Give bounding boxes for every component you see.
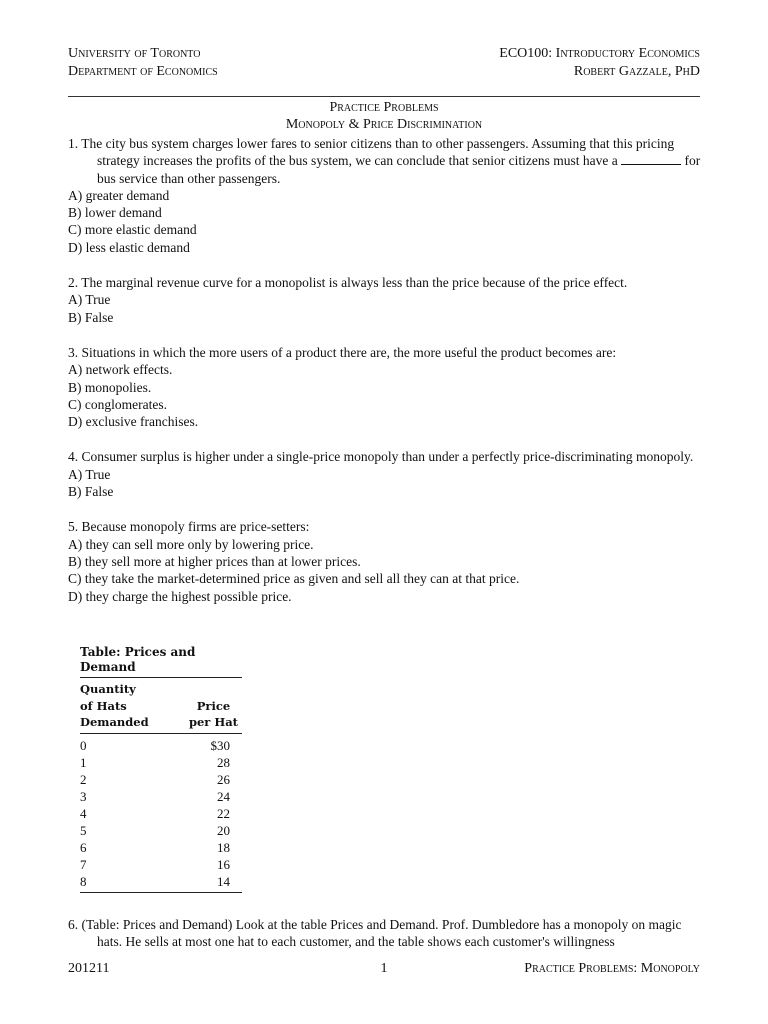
quantity-cell: 8 <box>80 873 87 889</box>
option: A) True <box>68 292 111 308</box>
option: C) more elastic demand <box>68 222 197 238</box>
quantity-cell: 0 <box>80 737 87 753</box>
prices-demand-table <box>80 645 242 893</box>
option: A) greater demand <box>68 187 170 203</box>
fill-in-blank <box>621 152 681 165</box>
price-cell: 22 <box>217 805 230 821</box>
quantity-cell: 7 <box>80 856 87 872</box>
questions-body <box>68 135 704 605</box>
question-1 <box>68 135 704 256</box>
question-4 <box>68 448 704 500</box>
instructor-name: Robert Gazzale, PhD <box>573 64 700 79</box>
header-line: Demanded <box>80 715 149 729</box>
option: B) False <box>68 484 114 500</box>
option: D) less elastic demand <box>68 239 190 255</box>
column-header-price <box>189 698 242 731</box>
table-row <box>80 788 242 805</box>
option: A) they can sell more only by lowering price. <box>68 536 314 552</box>
question-6 <box>68 916 700 951</box>
option: B) they sell more at higher prices than at lower prices. <box>68 553 361 569</box>
header-left <box>68 45 218 81</box>
price-cell: 26 <box>217 771 230 787</box>
price-cell: 18 <box>217 839 230 855</box>
table-row <box>80 873 242 890</box>
option: B) monopolies. <box>68 379 152 395</box>
price-cell: 20 <box>217 822 230 838</box>
table-body <box>80 734 242 893</box>
price-cell: 16 <box>217 856 230 872</box>
stem-part-1: 1. The city bus system charges lower fares to senior citizens than to other passengers. Assuming that this pricing strategy increases the profits of the bus system, we can conclude that senior citizens must have a <box>68 136 675 169</box>
option: A) network effects. <box>68 362 173 378</box>
question-stem: 5. Because monopoly firms are price-setters: <box>68 519 310 535</box>
price-cell: $30 <box>210 737 230 753</box>
option: B) False <box>68 309 114 325</box>
table-row <box>80 822 242 839</box>
question-2 <box>68 274 704 326</box>
header-right <box>499 45 700 81</box>
title-line-1: Practice Problems <box>329 100 439 115</box>
header-line: of Hats <box>80 698 127 713</box>
quantity-cell: 5 <box>80 822 87 838</box>
table-row <box>80 771 242 788</box>
quantity-cell: 1 <box>80 754 87 770</box>
option: D) they charge the highest possible price. <box>68 588 292 604</box>
header-divider <box>68 96 700 97</box>
price-cell: 24 <box>217 788 230 804</box>
page-number: 1 <box>380 961 388 976</box>
option: C) conglomerates. <box>68 396 167 412</box>
course-title: ECO100: Introductory Economics <box>499 46 700 61</box>
header-line: Quantity <box>80 682 136 696</box>
quantity-cell: 6 <box>80 839 87 855</box>
stem-part-2: for bus service than other passengers. <box>97 153 701 186</box>
question-5 <box>68 518 704 604</box>
price-cell: 14 <box>217 873 230 889</box>
table-row <box>80 754 242 771</box>
option: C) they take the market-determined price as given and sell all they can at that price. <box>68 571 520 587</box>
department-name: Department of Economics <box>68 64 218 79</box>
option: D) exclusive franchises. <box>68 414 199 430</box>
question-stem <box>68 135 704 187</box>
column-header-quantity <box>80 681 149 731</box>
table-row <box>80 856 242 873</box>
table-header <box>80 678 242 734</box>
footer-title: Practice Problems: Monopoly <box>524 961 700 976</box>
quantity-cell: 3 <box>80 788 87 804</box>
document-title <box>68 99 700 133</box>
question-stem: 3. Situations in which the more users of a product there are, the more useful the product becomes are: <box>68 344 617 360</box>
title-line-2: Monopoly & Price Discrimination <box>285 117 483 132</box>
price-cell: 28 <box>217 754 230 770</box>
table-row <box>80 839 242 856</box>
option: B) lower demand <box>68 205 162 221</box>
header-line: Price <box>196 698 231 713</box>
question-stem: 4. Consumer surplus is higher under a single-price monopoly than under a perfectly price-discriminating monopoly. <box>68 449 694 465</box>
table-row <box>80 737 242 754</box>
university-name: University of Toronto <box>68 46 201 61</box>
quantity-cell: 4 <box>80 805 87 821</box>
header-line: per Hat <box>188 715 238 729</box>
question-3 <box>68 344 704 430</box>
question-stem: 2. The marginal revenue curve for a monopolist is always less than the price because of the price effect. <box>68 275 628 291</box>
quantity-cell: 2 <box>80 771 87 787</box>
option: A) True <box>68 466 111 482</box>
footer-date-code: 201211 <box>68 961 110 976</box>
table-title: Table: Prices and Demand <box>80 645 242 678</box>
table-row <box>80 805 242 822</box>
question-stem: 6. (Table: Prices and Demand) Look at the table Prices and Demand. Prof. Dumbledore has a monopoly on magic hats. He sells at most one hat to each customer, and the table shows each customer's willingness <box>68 917 682 950</box>
